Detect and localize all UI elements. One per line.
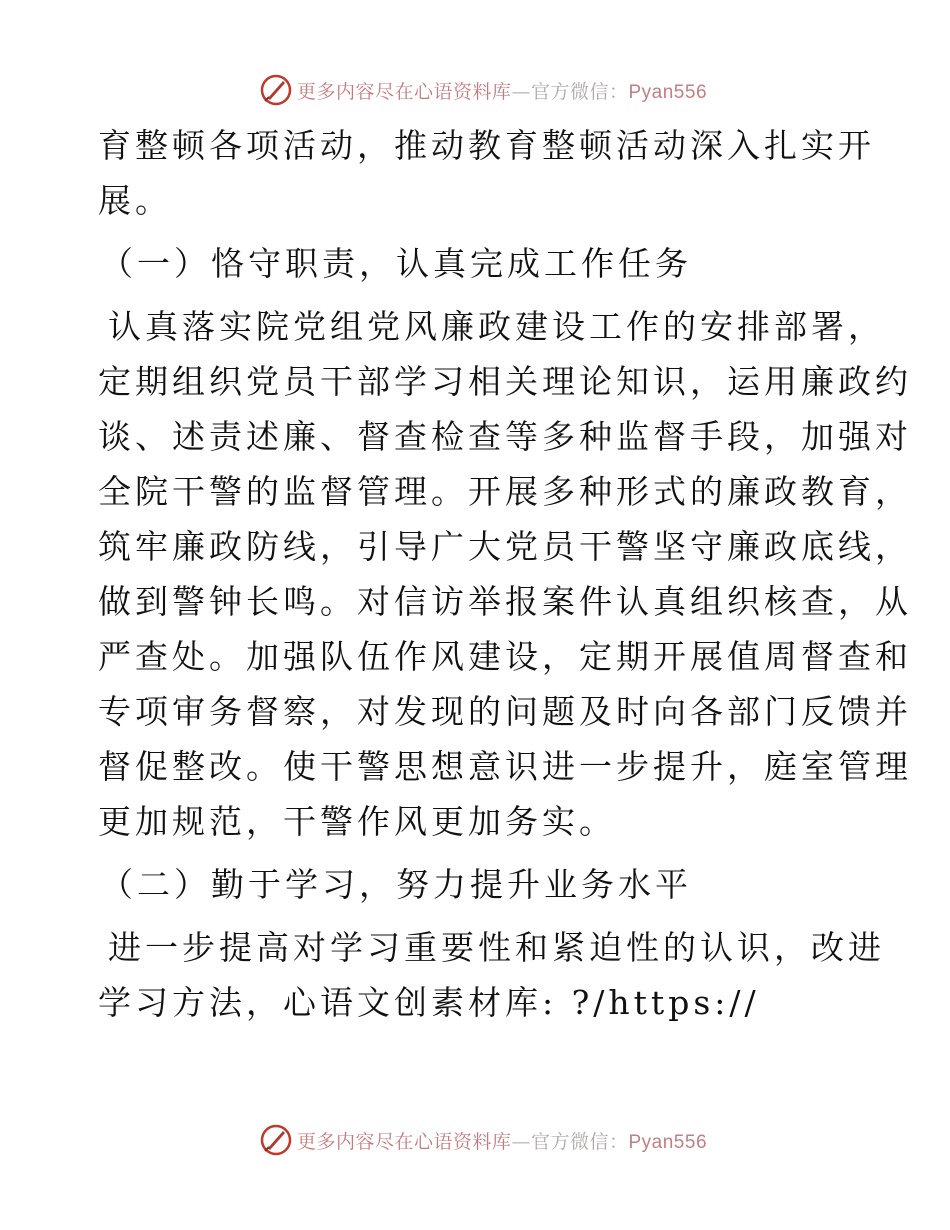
watermark-wechat-label: 官方微信：	[530, 1130, 629, 1153]
header-watermark-banner	[0, 70, 950, 110]
watermark-separator: —	[511, 1130, 531, 1153]
watermark-text	[297, 1127, 707, 1154]
paragraph-1-line: 督促整改。使干警思想意识进一步提升，庭室管理	[98, 747, 912, 786]
paragraph-continuation-line-1: 育整顿各项活动，推动教育整顿活动深入扎实开	[98, 126, 875, 165]
document-body	[98, 118, 912, 1030]
quill-logo-icon	[259, 1123, 293, 1157]
quill-logo-icon	[259, 73, 293, 107]
paragraph-2-line: 进一步提高对学习重要性和紧迫性的认识，改进	[108, 928, 885, 967]
watermark-wechat-label: 官方微信：	[530, 80, 629, 103]
footer-watermark-banner	[0, 1120, 950, 1160]
section-heading-2: （二）勤于学习，努力提升业务水平	[100, 865, 692, 904]
paragraph-1-line: 筑牢廉政防线，引导广大党员干警坚守廉政底线，	[98, 527, 912, 566]
paragraph-1-line: 谈、述责述廉、督查检查等多种监督手段，加强对	[98, 417, 912, 456]
watermark-main-text: 更多内容尽在心语资料库	[296, 80, 512, 103]
watermark-wechat-id: Pyan556	[628, 81, 708, 103]
watermark-wechat-id: Pyan556	[628, 1131, 708, 1153]
watermark-group	[259, 73, 707, 107]
watermark-separator: —	[511, 80, 531, 103]
paragraph-1-line: 认真落实院党组党风廉政建设工作的安排部署，	[108, 307, 885, 346]
paragraph-1-line: 定期组织党员干部学习相关理论知识，运用廉政约	[98, 362, 912, 401]
section-heading-1: （一）恪守职责，认真完成工作任务	[100, 244, 692, 283]
paragraph-1-line: 全院干警的监督管理。开展多种形式的廉政教育，	[98, 472, 912, 511]
paragraph-1-line: 严查处。加强队伍作风建设，定期开展值周督查和	[98, 637, 912, 676]
paragraph-2-line: 学习方法，心语文创素材库: ?/https://	[98, 983, 760, 1022]
paragraph-1-line: 更加规范，干警作风更加务实。	[98, 802, 616, 841]
paragraph-1-line: 做到警钟长鸣。对信访举报案件认真组织核查，从	[98, 582, 912, 621]
watermark-group	[259, 1123, 707, 1157]
watermark-main-text: 更多内容尽在心语资料库	[296, 1130, 512, 1153]
paragraph-continuation-line-2: 展。	[98, 181, 172, 220]
paragraph-1-line: 专项审务督察，对发现的问题及时向各部门反馈并	[98, 692, 912, 731]
watermark-text	[297, 77, 707, 104]
